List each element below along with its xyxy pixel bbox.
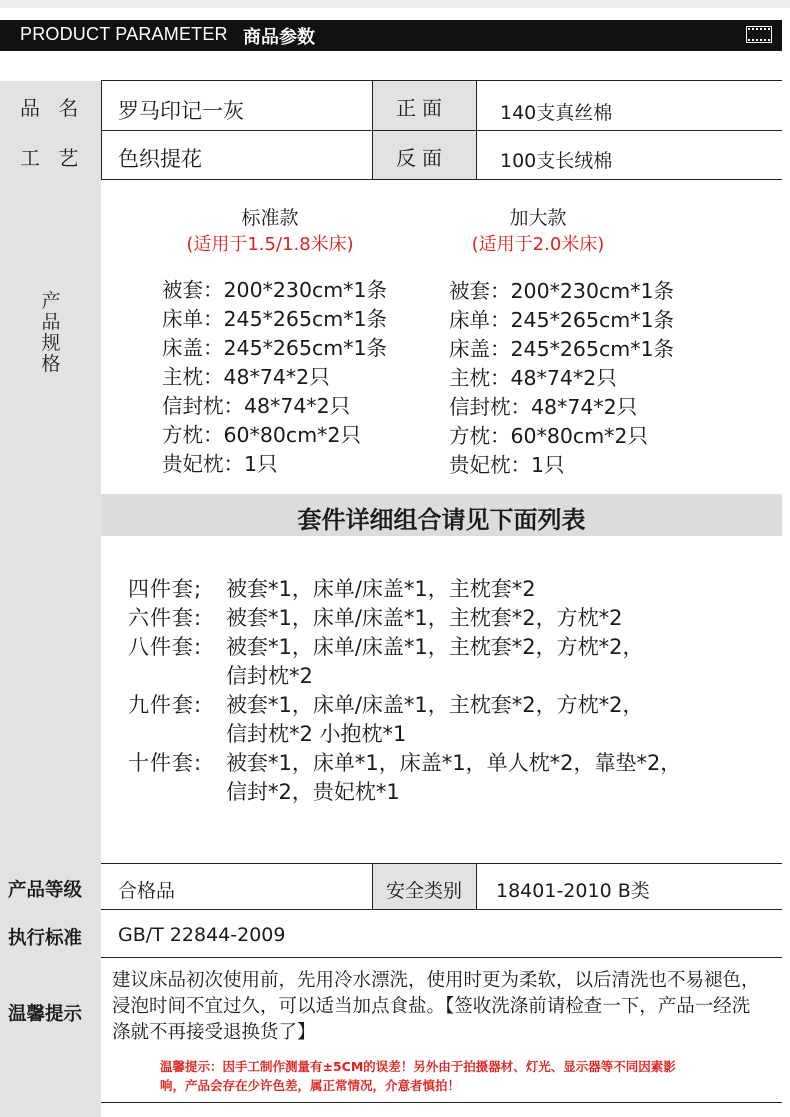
front-value: 140支真丝棉 [500,102,613,124]
divider [101,179,782,180]
section-header [0,20,782,51]
set-name: 八件套: [128,635,203,659]
list-item [128,575,786,604]
banner-text: 套件详细组合请见下面列表 [297,506,586,534]
spec-item: 信封枕：48*74*2只 [162,394,351,418]
divider [101,909,782,910]
standard-size-title: 标准款 [241,207,299,229]
name-label: 品 名 [20,96,85,120]
list-item [128,633,786,691]
back-value: 100支长绒棉 [500,150,613,172]
divider [476,80,477,180]
spec-item: 被套：200*230cm*1条 [449,279,675,303]
top-strip [0,0,790,8]
spec-item: 贵妃枕：1只 [449,453,565,477]
label-column [0,81,101,1117]
combination-banner [101,494,782,536]
list-item [128,691,786,749]
spec-item: 被套：200*230cm*1条 [162,278,388,302]
tips-label: 温馨提示 [8,1004,83,1025]
spec-item: 方枕：60*80cm*2只 [162,423,361,447]
large-size-subtitle: (适用于2.0米床) [471,234,605,255]
divider [476,863,477,909]
spec-item: 床单：245*265cm*1条 [449,308,675,332]
standard-spec-list [162,276,387,479]
divider [372,863,373,909]
divider [101,1102,782,1103]
spec-item: 贵妃枕：1只 [162,452,278,476]
list-item [128,604,786,633]
set-items-line: 信封*2，贵妃枕*1 [226,780,400,804]
measurement-notice: 温馨提示：因手工制作测量有±5CM的误差！另外由于拍摄器材、灯光、显示器等不同因素影响，产品会存在少许色差，属正常情况，介意者慎拍！ [160,1059,676,1093]
spec-item: 方枕：60*80cm*2只 [449,424,648,448]
large-size-title: 加大款 [509,207,567,229]
divider [372,80,373,180]
film-icon [746,26,772,43]
set-list [128,575,786,807]
standard-label: 执行标准 [8,928,83,949]
spec-item: 床盖：245*265cm*1条 [162,336,388,360]
set-name: 十件套: [128,751,203,775]
craft-value: 色织提花 [118,147,202,171]
set-name: 九件套: [128,693,203,717]
divider [101,863,782,864]
set-items-line: 信封枕*2 小抱枕*1 [226,722,407,746]
safety-value: 18401-2010 B类 [496,880,650,902]
craft-label: 工 艺 [20,146,85,170]
set-items-line: 被套*1，床单/床盖*1，主枕套*2 [226,577,536,601]
back-label: 反面 [396,146,448,170]
divider [101,80,782,81]
care-advice: 建议床品初次使用前，先用冷水漂洗，使用时更为柔软，以后清洗也不易褪色，浸泡时间不宜过久，可以适当加点食盐。【签收洗涤前请检查一下，产品一经洗涤就不再接受退换货了】 [112,970,760,1043]
set-items-line: 被套*1，床单/床盖*1，主枕套*2，方枕*2 [226,606,623,630]
set-items-line: 被套*1，床单*1，床盖*1，单人枕*2，靠垫*2， [226,751,682,775]
spec-item: 主枕：48*74*2只 [449,366,617,390]
set-name: 四件套; [128,577,203,601]
set-name: 六件套: [128,606,203,630]
set-items-line: 被套*1，床单/床盖*1，主枕套*2，方枕*2， [226,635,644,659]
list-item [128,749,786,807]
standard-size-subtitle: (适用于1.5/1.8米床) [186,234,354,255]
grade-label: 产品等级 [8,880,83,901]
header-title-en: PRODUCT PARAMETER [20,24,228,44]
divider [101,80,102,180]
spec-side-label: 产品规格 [41,290,61,375]
standard-value: GB/T 22844-2009 [118,924,286,946]
divider [101,130,782,131]
safety-label: 安全类别 [386,880,463,902]
set-items-line: 信封枕*2 [226,664,313,688]
spec-item: 信封枕：48*74*2只 [449,395,638,419]
set-items-line: 被套*1，床单/床盖*1，主枕套*2，方枕*2， [226,693,644,717]
divider [101,957,782,958]
spec-item: 床单：245*265cm*1条 [162,307,388,331]
grade-value: 合格品 [118,880,176,902]
spec-item: 主枕：48*74*2只 [162,365,330,389]
header-title-cn: 商品参数 [243,27,315,48]
name-value: 罗马印记一灰 [118,99,244,123]
spec-item: 床盖：245*265cm*1条 [449,337,675,361]
large-spec-list [449,277,674,480]
front-label: 正面 [396,96,448,120]
